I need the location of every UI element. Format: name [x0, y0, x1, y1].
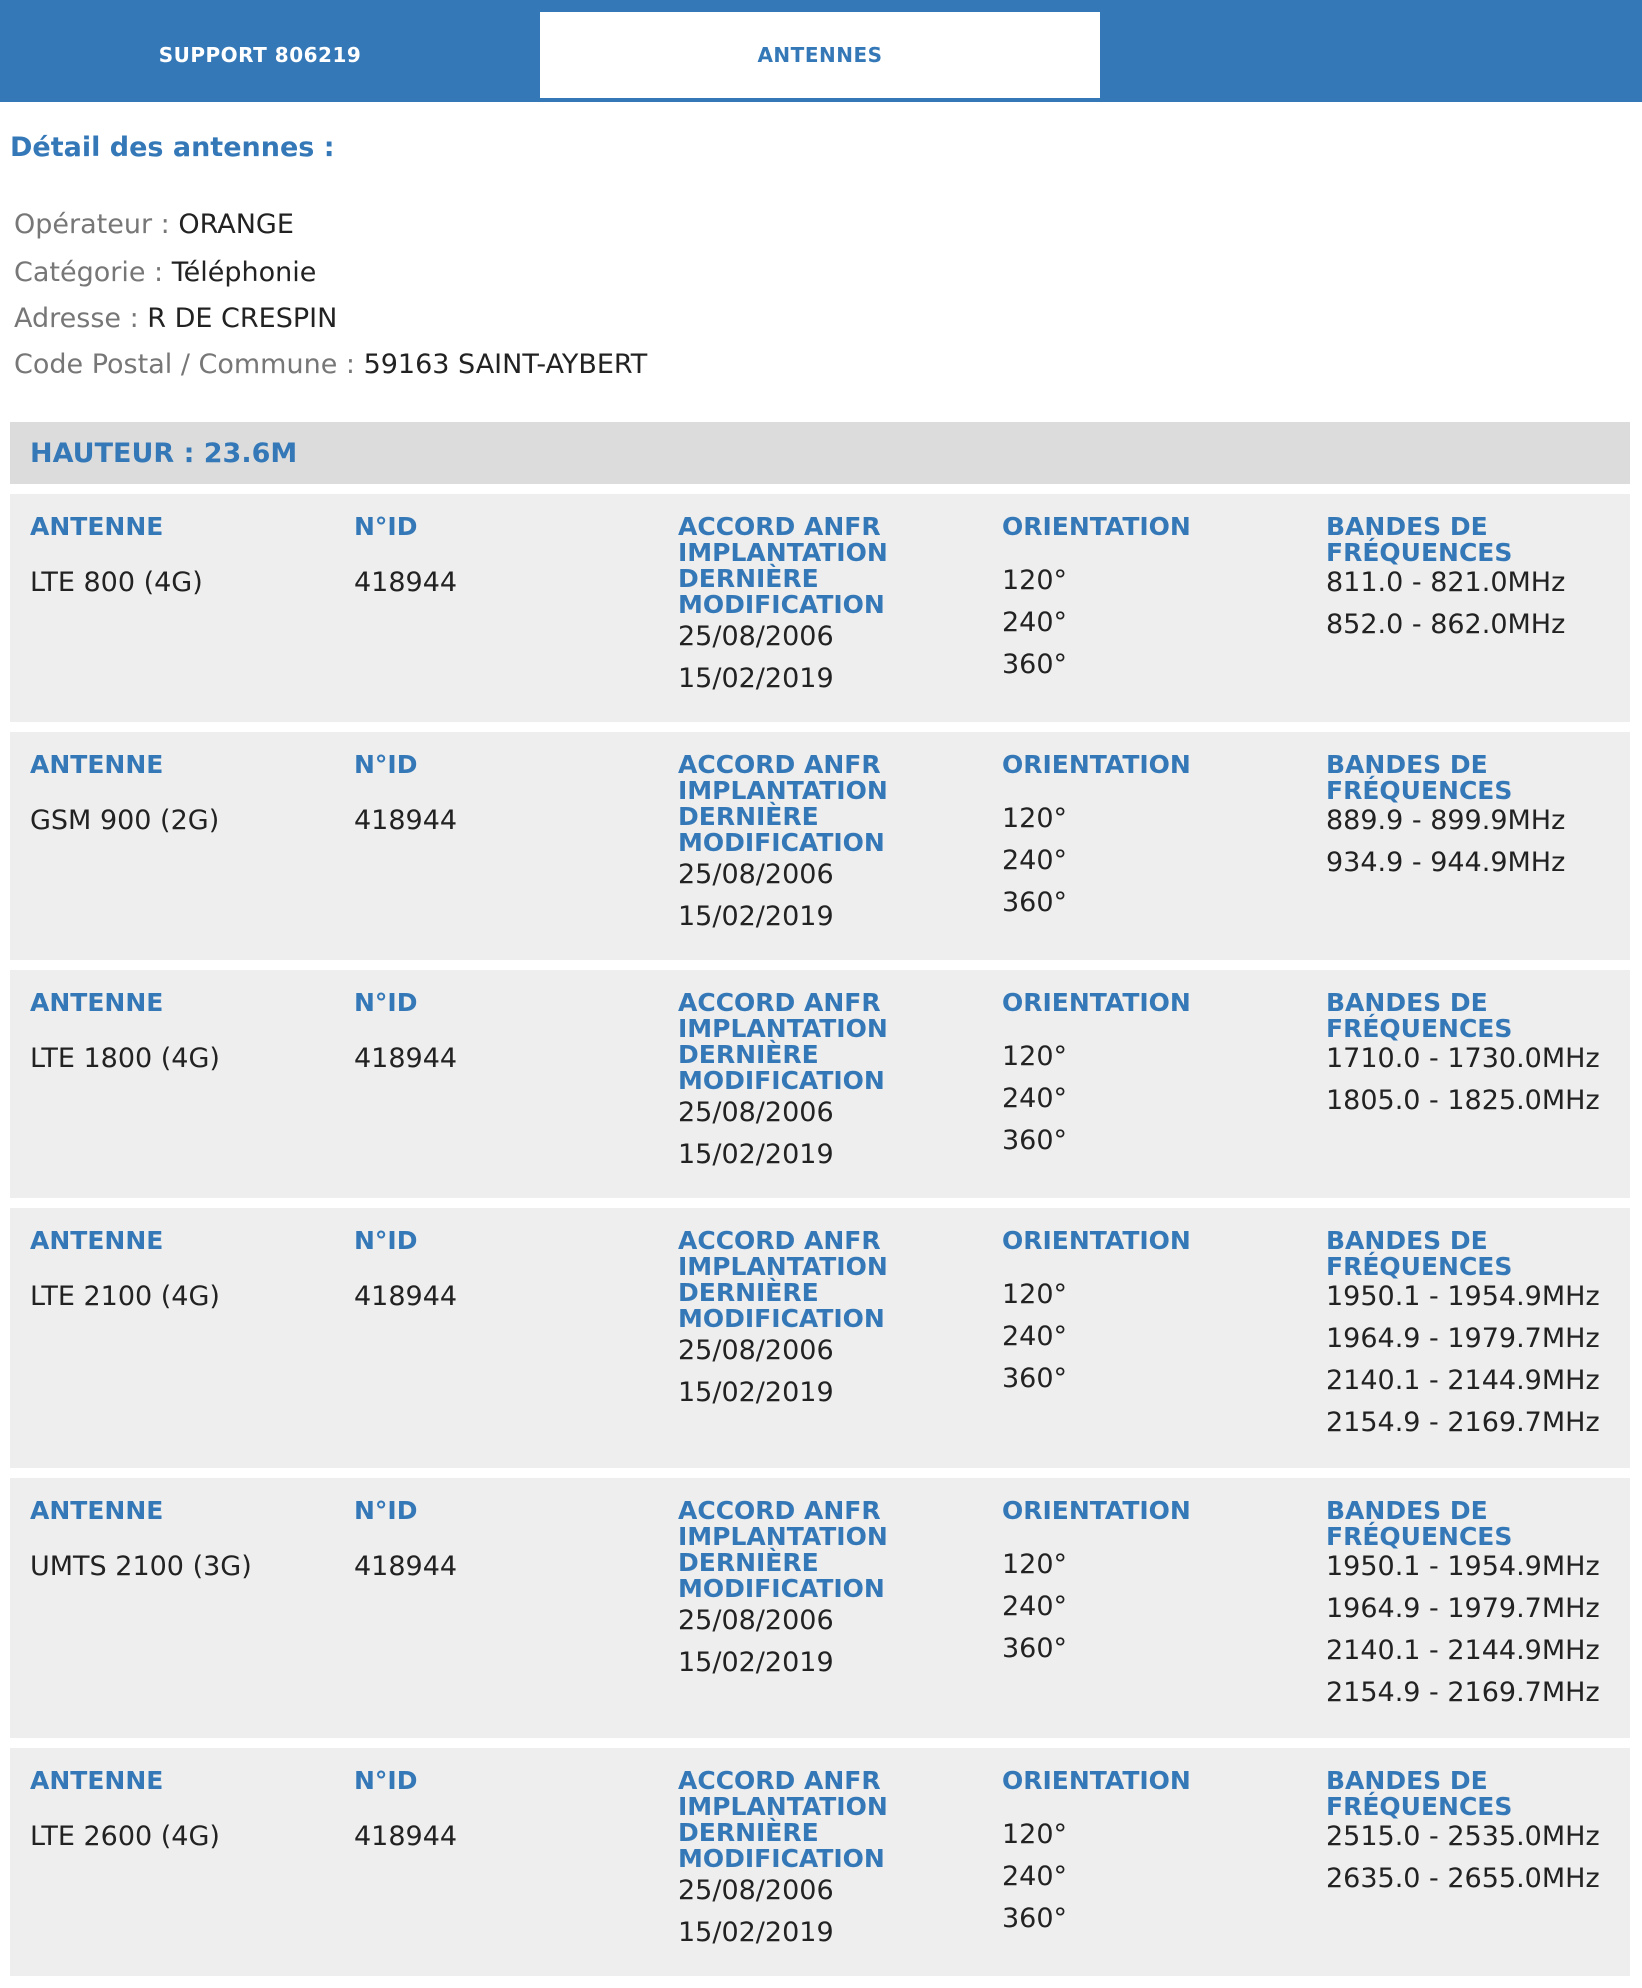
frequency-band: 2635.0 - 2655.0MHz — [1326, 1863, 1600, 1894]
categorie-value: Téléphonie — [171, 257, 317, 288]
antenne-id: 418944 — [354, 567, 458, 598]
antenne-name: LTE 2100 (4G) — [30, 1281, 220, 1312]
operateur-value: ORANGE — [178, 209, 294, 240]
antenna-card — [10, 1478, 1630, 1738]
antenne-id: 418944 — [354, 1821, 458, 1852]
date-modification: 15/02/2019 — [678, 1647, 834, 1678]
date-modification: 15/02/2019 — [678, 1139, 834, 1170]
antenna-card — [10, 732, 1630, 960]
bandes-header-line: BANDES DE — [1326, 1766, 1488, 1795]
date-implantation: 25/08/2006 — [678, 1605, 834, 1636]
frequency-band: 1805.0 - 1825.0MHz — [1326, 1085, 1600, 1116]
antenne-header: ANTENNE — [30, 988, 164, 1017]
accord-header-line: ACCORD ANFR — [678, 1766, 881, 1795]
accord-header-line: MODIFICATION — [678, 1574, 885, 1603]
bandes-header-line: FRÉQUENCES — [1326, 538, 1513, 567]
accord-header-line: ACCORD ANFR — [678, 512, 881, 541]
accord-header — [678, 514, 888, 618]
info-categorie — [14, 257, 316, 289]
commune-value: 59163 SAINT-AYBERT — [363, 349, 648, 380]
orientation-value: 360° — [1002, 1363, 1068, 1394]
orientation-value: 360° — [1002, 649, 1068, 680]
accord-header-line: DERNIÈRE — [678, 1278, 819, 1307]
accord-header-line: DERNIÈRE — [678, 802, 819, 831]
date-modification: 15/02/2019 — [678, 1377, 834, 1408]
tab-antennes[interactable]: ANTENNES — [540, 12, 1100, 98]
id-header: N°ID — [354, 512, 418, 541]
date-modification: 15/02/2019 — [678, 663, 834, 694]
orientation-header: ORIENTATION — [1002, 512, 1191, 541]
accord-header-line: DERNIÈRE — [678, 1818, 819, 1847]
frequency-band: 1710.0 - 1730.0MHz — [1326, 1043, 1600, 1074]
accord-header-line: ACCORD ANFR — [678, 1496, 881, 1525]
id-header: N°ID — [354, 1766, 418, 1795]
categorie-label: Catégorie : — [14, 257, 172, 288]
orientation-value: 240° — [1002, 1591, 1068, 1622]
adresse-label: Adresse : — [14, 303, 148, 334]
bandes-header-line: BANDES DE — [1326, 988, 1488, 1017]
date-implantation: 25/08/2006 — [678, 621, 834, 652]
frequency-band: 1964.9 - 1979.7MHz — [1326, 1323, 1600, 1354]
accord-header — [678, 752, 888, 856]
antenne-header: ANTENNE — [30, 750, 164, 779]
orientation-header: ORIENTATION — [1002, 750, 1191, 779]
hauteur-label: HAUTEUR : 23.6M — [30, 437, 298, 469]
antenne-header: ANTENNE — [30, 1226, 164, 1255]
adresse-value: R DE CRESPIN — [147, 303, 338, 334]
date-implantation: 25/08/2006 — [678, 859, 834, 890]
accord-header-line: MODIFICATION — [678, 590, 885, 619]
id-header: N°ID — [354, 1496, 418, 1525]
height-bar — [10, 422, 1630, 484]
antenne-name: LTE 800 (4G) — [30, 567, 203, 598]
orientation-value: 360° — [1002, 1903, 1068, 1934]
antenne-id: 418944 — [354, 1551, 458, 1582]
accord-header-line: IMPLANTATION — [678, 1014, 888, 1043]
frequency-band: 1950.1 - 1954.9MHz — [1326, 1551, 1600, 1582]
bandes-header — [1326, 1498, 1512, 1550]
section-title: Détail des antennes : — [10, 132, 335, 163]
accord-header-line: ACCORD ANFR — [678, 988, 881, 1017]
bandes-header-line: BANDES DE — [1326, 1496, 1488, 1525]
antenna-card — [10, 494, 1630, 722]
accord-header-line: ACCORD ANFR — [678, 1226, 881, 1255]
orientation-header: ORIENTATION — [1002, 1766, 1191, 1795]
date-modification: 15/02/2019 — [678, 1917, 834, 1948]
antenne-name: GSM 900 (2G) — [30, 805, 220, 836]
date-implantation: 25/08/2006 — [678, 1875, 834, 1906]
id-header: N°ID — [354, 1226, 418, 1255]
frequency-band: 2154.9 - 2169.7MHz — [1326, 1677, 1600, 1708]
antenne-name: LTE 1800 (4G) — [30, 1043, 220, 1074]
frequency-band: 2140.1 - 2144.9MHz — [1326, 1365, 1600, 1396]
antenne-name: UMTS 2100 (3G) — [30, 1551, 252, 1582]
orientation-header: ORIENTATION — [1002, 1496, 1191, 1525]
accord-header-line: DERNIÈRE — [678, 564, 819, 593]
date-implantation: 25/08/2006 — [678, 1335, 834, 1366]
bandes-header-line: BANDES DE — [1326, 750, 1488, 779]
orientation-value: 120° — [1002, 565, 1068, 596]
tab-support[interactable]: SUPPORT 806219 — [158, 43, 362, 67]
antenna-card — [10, 1208, 1630, 1468]
frequency-band: 852.0 - 862.0MHz — [1326, 609, 1566, 640]
top-tab-bar — [0, 0, 1642, 102]
id-header: N°ID — [354, 750, 418, 779]
accord-header — [678, 1498, 888, 1602]
orientation-value: 360° — [1002, 1633, 1068, 1664]
accord-header-line: MODIFICATION — [678, 1304, 885, 1333]
accord-header — [678, 1228, 888, 1332]
bandes-header-line: FRÉQUENCES — [1326, 776, 1513, 805]
orientation-value: 360° — [1002, 1125, 1068, 1156]
date-implantation: 25/08/2006 — [678, 1097, 834, 1128]
accord-header-line: IMPLANTATION — [678, 538, 888, 567]
orientation-header: ORIENTATION — [1002, 988, 1191, 1017]
accord-header-line: DERNIÈRE — [678, 1040, 819, 1069]
bandes-header — [1326, 1228, 1512, 1280]
orientation-value: 120° — [1002, 1549, 1068, 1580]
antenne-header: ANTENNE — [30, 512, 164, 541]
bandes-header-line: FRÉQUENCES — [1326, 1014, 1513, 1043]
frequency-band: 2154.9 - 2169.7MHz — [1326, 1407, 1600, 1438]
accord-header-line: MODIFICATION — [678, 1844, 885, 1873]
orientation-value: 240° — [1002, 1083, 1068, 1114]
frequency-band: 889.9 - 899.9MHz — [1326, 805, 1566, 836]
commune-label: Code Postal / Commune : — [14, 349, 364, 380]
frequency-band: 1950.1 - 1954.9MHz — [1326, 1281, 1600, 1312]
accord-header-line: IMPLANTATION — [678, 1522, 888, 1551]
bandes-header-line: FRÉQUENCES — [1326, 1522, 1513, 1551]
bandes-header — [1326, 990, 1512, 1042]
accord-header-line: MODIFICATION — [678, 1066, 885, 1095]
antenne-name: LTE 2600 (4G) — [30, 1821, 220, 1852]
antenne-id: 418944 — [354, 1043, 458, 1074]
bandes-header — [1326, 752, 1512, 804]
frequency-band: 2140.1 - 2144.9MHz — [1326, 1635, 1600, 1666]
antenne-header: ANTENNE — [30, 1496, 164, 1525]
orientation-value: 240° — [1002, 1861, 1068, 1892]
orientation-value: 360° — [1002, 887, 1068, 918]
antenna-card — [10, 1748, 1630, 1976]
orientation-value: 120° — [1002, 803, 1068, 834]
frequency-band: 2515.0 - 2535.0MHz — [1326, 1821, 1600, 1852]
orientation-value: 240° — [1002, 845, 1068, 876]
accord-header-line: IMPLANTATION — [678, 776, 888, 805]
antenna-card — [10, 970, 1630, 1198]
accord-header — [678, 990, 888, 1094]
orientation-value: 120° — [1002, 1819, 1068, 1850]
bandes-header-line: BANDES DE — [1326, 512, 1488, 541]
antenne-header: ANTENNE — [30, 1766, 164, 1795]
orientation-value: 240° — [1002, 1321, 1068, 1352]
accord-header-line: IMPLANTATION — [678, 1792, 888, 1821]
frequency-band: 811.0 - 821.0MHz — [1326, 567, 1566, 598]
info-operateur — [14, 209, 294, 241]
bandes-header — [1326, 514, 1512, 566]
bandes-header — [1326, 1768, 1512, 1820]
orientation-value: 240° — [1002, 607, 1068, 638]
accord-header — [678, 1768, 888, 1872]
bandes-header-line: FRÉQUENCES — [1326, 1792, 1513, 1821]
accord-header-line: DERNIÈRE — [678, 1548, 819, 1577]
antenne-id: 418944 — [354, 805, 458, 836]
date-modification: 15/02/2019 — [678, 901, 834, 932]
accord-header-line: IMPLANTATION — [678, 1252, 888, 1281]
frequency-band: 1964.9 - 1979.7MHz — [1326, 1593, 1600, 1624]
frequency-band: 934.9 - 944.9MHz — [1326, 847, 1566, 878]
info-adresse — [14, 303, 337, 335]
bandes-header-line: BANDES DE — [1326, 1226, 1488, 1255]
orientation-header: ORIENTATION — [1002, 1226, 1191, 1255]
id-header: N°ID — [354, 988, 418, 1017]
bandes-header-line: FRÉQUENCES — [1326, 1252, 1513, 1281]
orientation-value: 120° — [1002, 1041, 1068, 1072]
antenne-id: 418944 — [354, 1281, 458, 1312]
operateur-label: Opérateur : — [14, 209, 179, 240]
accord-header-line: MODIFICATION — [678, 828, 885, 857]
orientation-value: 120° — [1002, 1279, 1068, 1310]
info-commune — [14, 349, 647, 381]
accord-header-line: ACCORD ANFR — [678, 750, 881, 779]
